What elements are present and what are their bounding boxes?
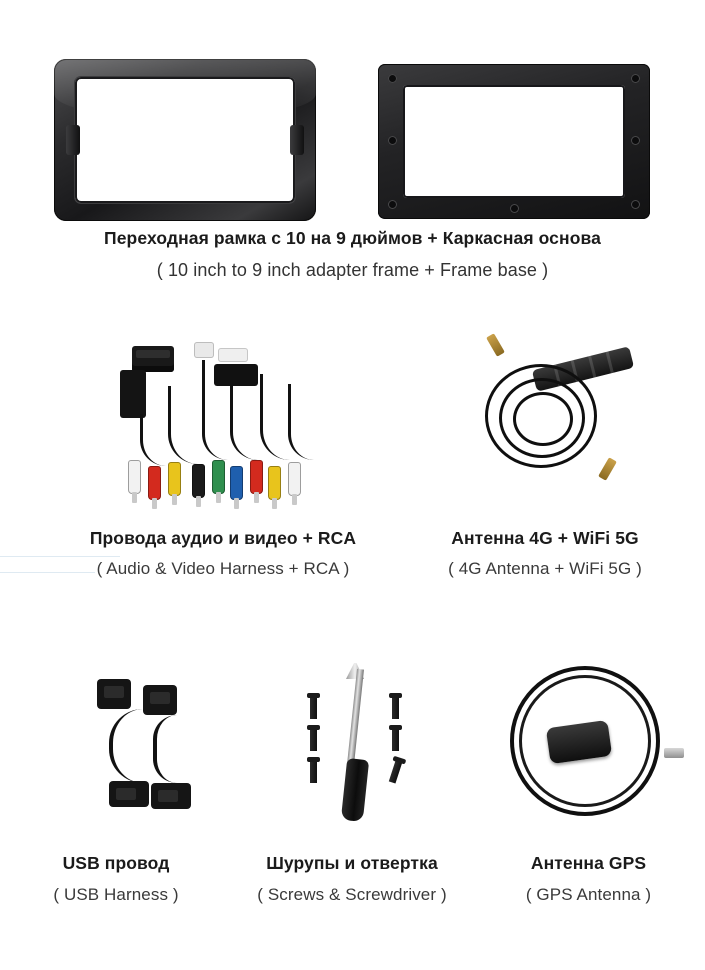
caption-frames-ru: Переходная рамка с 10 на 9 дюймов + Каркасная основа (104, 228, 601, 248)
adapter-frame-image (54, 59, 316, 221)
caption-screws-en: ( Screws & Screwdriver ) (257, 885, 447, 904)
screw-hole-icon (631, 136, 640, 145)
screw-icon (310, 697, 317, 719)
usb-cable (153, 715, 177, 783)
group-row-usb-screws-gps (0, 665, 705, 955)
screw-hole-icon (388, 136, 397, 145)
usb-connector-icon (97, 679, 131, 709)
screws-and-screwdriver-image (300, 663, 430, 843)
captions-row-3 (0, 853, 705, 905)
caption-gps-ru: Антенна GPS (530, 853, 647, 873)
antenna-cable (513, 392, 573, 446)
harness-wire (202, 360, 228, 460)
harness-wire (230, 386, 258, 460)
screw-hole-icon (388, 74, 397, 83)
rca-connector (250, 460, 263, 494)
screw-icon (389, 760, 402, 783)
usb-connector-icon (143, 685, 177, 715)
usb-socket-icon (151, 783, 191, 809)
gloss-highlight (54, 59, 316, 117)
rca-connector (148, 466, 161, 500)
usb-harness-image (75, 665, 235, 840)
rca-connector (230, 466, 243, 500)
screw-hole-icon (631, 74, 640, 83)
caption-gps (472, 853, 705, 905)
gps-connector-icon (664, 748, 684, 758)
harness-white-plug-icon (194, 342, 214, 358)
caption-usb-en: ( USB Harness ) (53, 885, 179, 904)
caption-antenna-4g (400, 528, 690, 579)
harness-wire (140, 414, 166, 466)
caption-antenna-4g-ru: Антенна 4G + WiFi 5G (451, 528, 639, 548)
caption-harness (28, 528, 418, 579)
screwdriver-handle-icon (341, 758, 369, 822)
group-frames (0, 28, 705, 280)
caption-harness-ru: Провода аудио и видео + RCA (89, 528, 357, 548)
caption-frames (0, 228, 705, 281)
caption-screws (232, 853, 472, 905)
rca-connector (268, 466, 281, 500)
caption-gps-en: ( GPS Antenna ) (525, 885, 652, 904)
screw-hole-icon (510, 204, 519, 213)
screw-icon (310, 729, 317, 751)
caption-screws-ru: Шурупы и отвертка (266, 853, 438, 873)
frame-base-image (378, 64, 650, 219)
screw-icon (392, 697, 399, 719)
harness-wire (168, 386, 198, 464)
rca-connector (128, 460, 141, 494)
frame-clip-left-icon (66, 125, 80, 155)
frame-clip-right-icon (290, 125, 304, 155)
caption-usb (0, 853, 232, 905)
rca-connector (192, 464, 205, 498)
caption-frames-en: ( 10 inch to 9 inch adapter frame + Frame base ) (156, 260, 549, 280)
harness-wire (288, 384, 314, 460)
caption-antenna-4g-en: ( 4G Antenna + WiFi 5G ) (448, 559, 642, 578)
usb-socket-icon (109, 781, 149, 807)
rca-connector (168, 462, 181, 496)
antenna-connector-icon (598, 457, 617, 481)
caption-usb-ru: USB провод (62, 853, 170, 873)
audio-video-harness-image (110, 340, 340, 515)
usb-cable (109, 709, 143, 783)
screw-icon (310, 761, 317, 783)
screw-hole-icon (631, 200, 640, 209)
gps-antenna-image (500, 660, 690, 840)
rca-connector (212, 460, 225, 494)
harness-wire (260, 374, 290, 460)
antenna-connector-icon (486, 333, 505, 357)
caption-harness-en: ( Audio & Video Harness + RCA ) (96, 559, 350, 578)
harness-black-plug-icon (120, 370, 146, 418)
screwdriver-shaft-icon (347, 669, 364, 765)
group-row-harness-antenna (0, 330, 705, 590)
screw-hole-icon (388, 200, 397, 209)
antenna-4g-image (455, 330, 665, 515)
harness-main-plug-icon (132, 346, 174, 372)
rca-connector (288, 462, 301, 496)
screw-icon (392, 729, 399, 751)
